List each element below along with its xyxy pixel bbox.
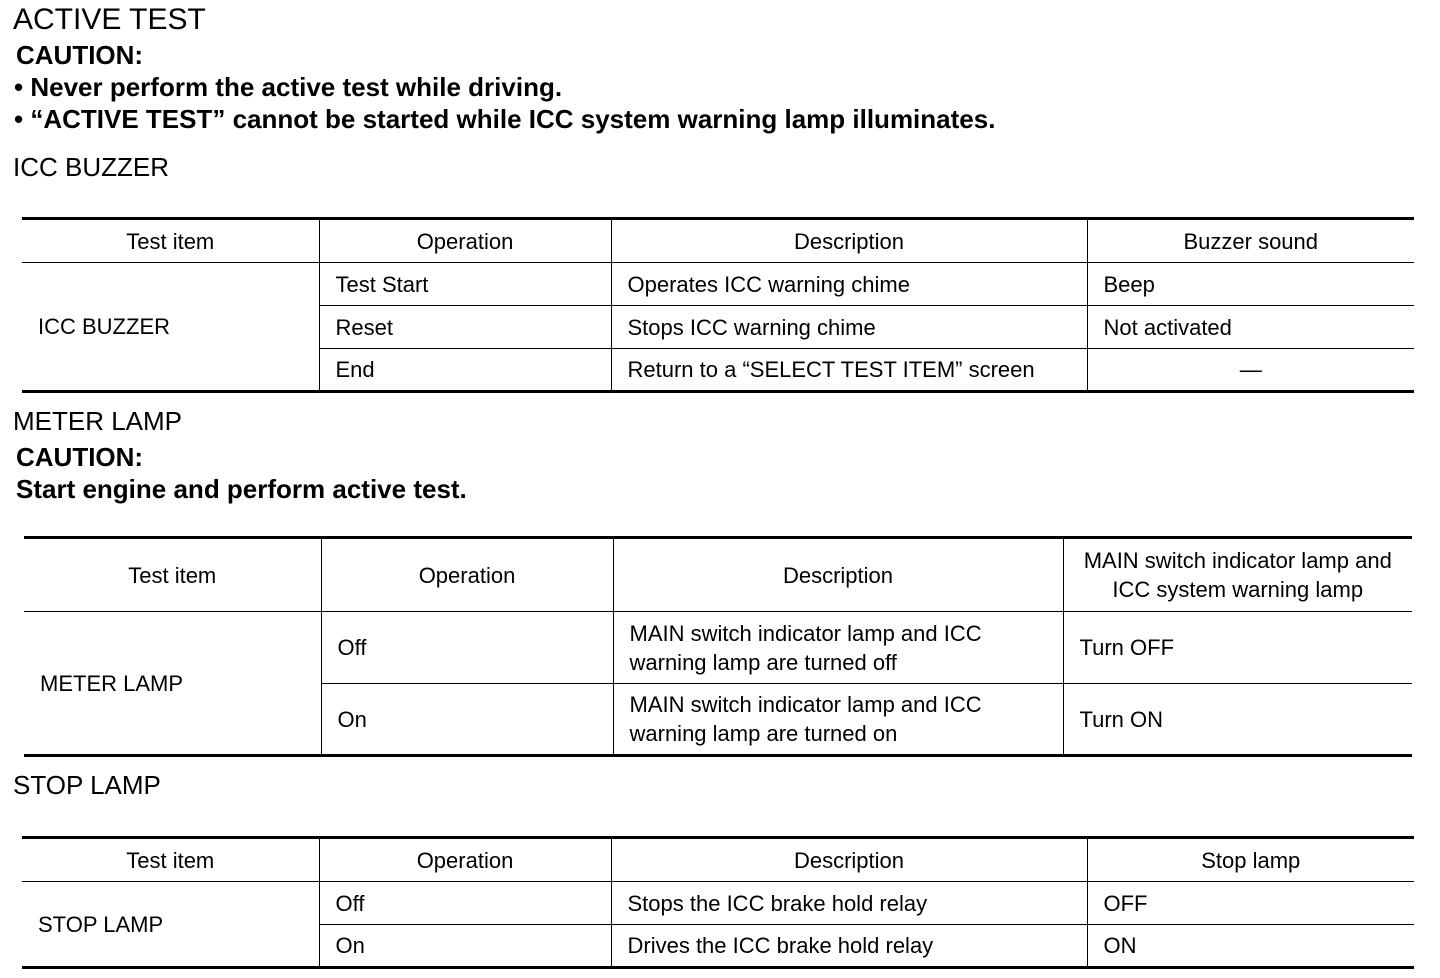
column-header: Operation: [319, 219, 611, 263]
description-cell: Drives the ICC brake hold relay: [611, 925, 1087, 968]
test-item-cell: STOP LAMP: [22, 882, 319, 968]
column-header: Buzzer sound: [1087, 219, 1414, 263]
operation-cell: End: [319, 349, 611, 392]
table-header-row: [24, 538, 1412, 612]
icc-buzzer-table: [22, 217, 1414, 393]
result-cell: OFF: [1087, 882, 1414, 925]
column-header: Description: [613, 538, 1063, 612]
caution-item-text: Never perform the active test while driving.: [30, 72, 563, 102]
table-row: [22, 263, 1414, 306]
column-header: Test item: [22, 838, 319, 882]
description-cell: Return to a “SELECT TEST ITEM” screen: [611, 349, 1087, 392]
caution-item: [14, 104, 995, 135]
caution-label: CAUTION:: [16, 442, 144, 472]
column-header: Test item: [22, 219, 319, 263]
page-title: ACTIVE TEST: [13, 3, 206, 36]
column-header: MAIN switch indicator lamp and ICC system warning lamp: [1063, 538, 1412, 612]
caution-text: Start engine and perform active test.: [16, 474, 467, 504]
result-cell: Turn ON: [1063, 684, 1412, 756]
column-header: Stop lamp: [1087, 838, 1414, 882]
section-heading-meter-lamp: METER LAMP: [13, 406, 183, 436]
description-cell: Stops ICC warning chime: [611, 306, 1087, 349]
test-item-cell: ICC BUZZER: [22, 263, 319, 392]
section-heading-icc-buzzer: ICC BUZZER: [13, 152, 169, 182]
caution-label: CAUTION:: [16, 40, 144, 70]
operation-cell: On: [319, 925, 611, 968]
section-heading-stop-lamp: STOP LAMP: [13, 770, 161, 800]
description-cell: Stops the ICC brake hold relay: [611, 882, 1087, 925]
bullet: •: [14, 104, 24, 134]
meter-lamp-table: [24, 536, 1412, 757]
result-cell: Not activated: [1087, 306, 1414, 349]
test-item-cell: METER LAMP: [24, 612, 321, 756]
caution-item: [14, 72, 562, 103]
column-header: Description: [611, 838, 1087, 882]
table-row: [22, 882, 1414, 925]
description-cell: Operates ICC warning chime: [611, 263, 1087, 306]
column-header: Test item: [24, 538, 321, 612]
result-cell: ON: [1087, 925, 1414, 968]
table-header-row: [22, 219, 1414, 263]
result-cell: Beep: [1087, 263, 1414, 306]
description-cell: MAIN switch indicator lamp and ICC warning lamp are turned off: [613, 612, 1063, 684]
column-header: Operation: [319, 838, 611, 882]
operation-cell: Test Start: [319, 263, 611, 306]
operation-cell: Reset: [319, 306, 611, 349]
result-cell: Turn OFF: [1063, 612, 1412, 684]
bullet: •: [14, 72, 24, 102]
stop-lamp-table: [22, 836, 1414, 969]
description-cell: MAIN switch indicator lamp and ICC warning lamp are turned on: [613, 684, 1063, 756]
operation-cell: On: [321, 684, 613, 756]
table-row: [24, 612, 1412, 684]
operation-cell: Off: [321, 612, 613, 684]
caution-item-text: “ACTIVE TEST” cannot be started while ICC system warning lamp illuminates.: [30, 104, 996, 134]
result-cell: —: [1087, 349, 1414, 392]
column-header: Description: [611, 219, 1087, 263]
column-header: Operation: [321, 538, 613, 612]
table-header-row: [22, 838, 1414, 882]
operation-cell: Off: [319, 882, 611, 925]
